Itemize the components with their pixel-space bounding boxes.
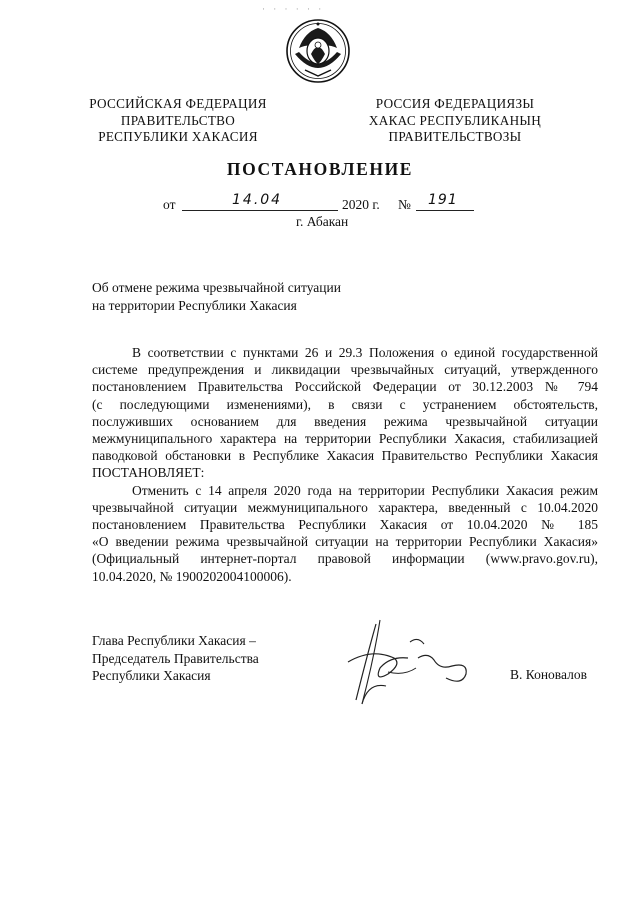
signatory-position [92,632,259,685]
body-line: постановлением Правительства Российской Федерации от 30.12.2003 № 794 [92,379,598,395]
signatory-line-2: Председатель Правительства [92,650,259,666]
body-line: системе предупреждения и ликвидации чрезвычайных ситуаций, утвержденного [92,362,598,378]
number-sign: № [398,197,411,212]
body-line: В соответствии с пунктами 26 и 29.3 Положения о единой государственной [132,345,598,360]
body-line: постановлением Правительства Республики Хакасия от 10.04.2020 № 185 [92,517,598,533]
handwritten-number: 191 [428,192,458,208]
subject-block [92,279,341,314]
subject-line-2: на территории Республики Хакасия [92,297,297,313]
handwritten-date: 14.04 [232,192,283,208]
body-line: Отменить с 14 апреля 2020 года на территории Республики Хакасия режим [132,482,598,498]
body-line: ПОСТАНОВЛЯЕТ: [92,465,205,481]
body-line: «О введении режима чрезвычайной ситуации на территории Республики Хакасия» [92,534,598,550]
body-line: паводковой обстановки в Республике Хакасия Правительство Республики Хакасия [92,448,598,464]
body-text [92,344,598,585]
top-marks: · · · · · · [262,4,325,14]
body-line: чрезвычайной ситуации межмуниципального характера, введенный с 10.04.2020 [92,499,598,515]
header-right-line-2: ХАКАС РЕСПУБЛИКАНЫҢ [368,112,542,128]
body-line: 10.04.2020, № 1900202004100006). [92,568,292,584]
subject-line-1: Об отмене режима чрезвычайной ситуации [92,280,341,295]
signatory-line-1: Глава Республики Хакасия – [92,633,256,648]
header-left-line-2: ПРАВИТЕЛЬСТВО [120,112,236,128]
header-right-block [360,96,550,146]
body-line: (с последующими изменениями), в связи с устранением обстоятельств, [92,396,598,412]
city: г. Абакан [296,214,349,229]
date-year: 2020 г. [342,197,380,212]
body-line: послуживших основанием для введения режима чрезвычайной ситуации [92,413,598,429]
coat-of-arms-emblem [285,18,351,84]
handwritten-signature [328,612,488,712]
document-title: ПОСТАНОВЛЕНИЕ [226,159,414,179]
signatory-line-3: Республики Хакасия [92,668,211,683]
header-right-line-1: РОССИЯ ФЕДЕРАЦИЯЗЫ [375,96,535,111]
header-right-line-3: ПРАВИТЕЛЬСТВОЗЫ [388,129,522,144]
body-line: межмуниципального характера на территории Республики Хакасия, стабилизацией [92,431,598,447]
header-left-line-3: РЕСПУБЛИКИ ХАКАСИЯ [98,129,258,144]
date-prefix: от [163,197,176,212]
header-left-block [78,96,278,146]
signatory-name: В. Коновалов [510,667,587,682]
date-number-line [0,194,640,214]
body-line: (Официальный интернет-портал правовой информации (www.pravo.gov.ru), [92,551,598,567]
number-underline [416,210,474,211]
header-left-line-1: РОССИЙСКАЯ ФЕДЕРАЦИЯ [89,96,267,111]
date-underline [182,210,338,211]
